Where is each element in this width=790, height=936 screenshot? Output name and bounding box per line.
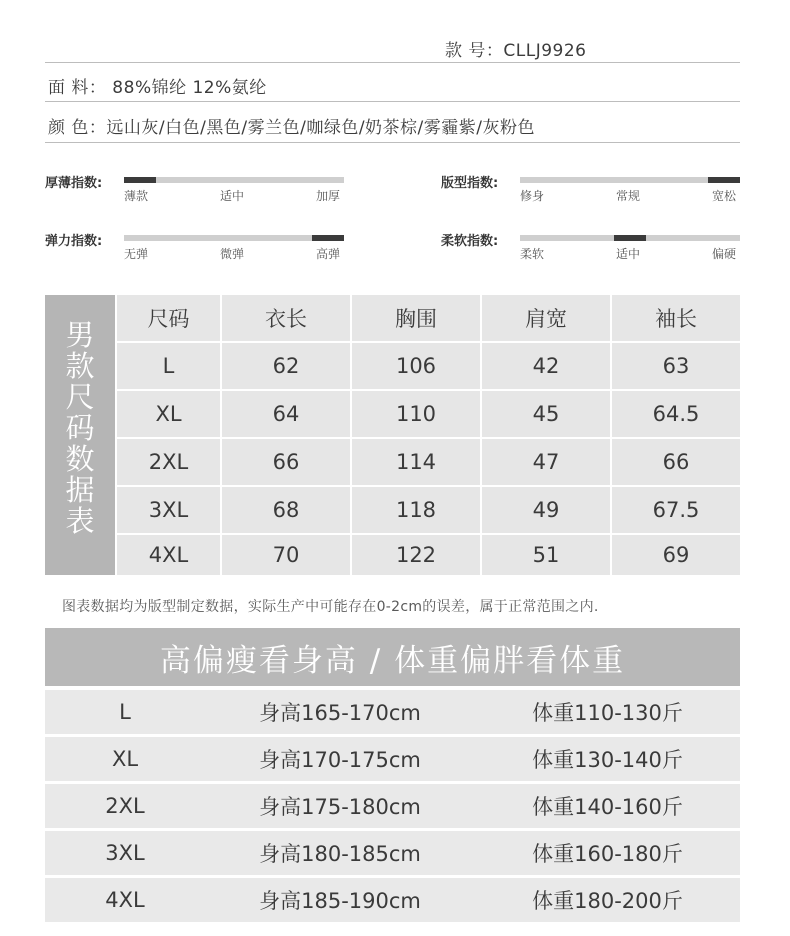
table-cell: 4XL bbox=[117, 535, 220, 575]
table-cell: 70 bbox=[222, 535, 350, 575]
table-cell: 114 bbox=[352, 439, 480, 485]
index-marker bbox=[124, 177, 156, 183]
size-chart-grid bbox=[117, 295, 740, 575]
index-tick-label: 无弹 bbox=[124, 247, 149, 261]
tolerance-note: 图表数据均为版型制定数据，实际生产中可能存在0-2cm的误差，属于正常范围之内. bbox=[62, 599, 599, 615]
index-tick-label: 柔软 bbox=[520, 247, 545, 261]
index-tick-label: 修身 bbox=[520, 189, 545, 203]
size-chart-side-title bbox=[45, 295, 115, 575]
color-info: 颜 色：远山灰/白色/黑色/雾兰色/咖绿色/奶茶棕/雾霾紫/灰粉色 bbox=[48, 118, 535, 138]
table-cell: 106 bbox=[352, 343, 480, 389]
side-title-char: 男 bbox=[65, 318, 95, 352]
table-header-cell: 尺码 bbox=[117, 295, 220, 341]
table-cell: 69 bbox=[612, 535, 740, 575]
table-cell: 47 bbox=[482, 439, 610, 485]
table-cell: 64 bbox=[222, 391, 350, 437]
recommend-cell: 体重110-130斤 bbox=[532, 701, 683, 725]
index-label: 厚薄指数: bbox=[45, 176, 103, 191]
recommend-cell: 3XL bbox=[105, 841, 145, 865]
recommend-cell: 2XL bbox=[105, 794, 145, 818]
recommend-cell: 身高170-175cm bbox=[259, 748, 421, 772]
recommend-cell: 体重180-200斤 bbox=[532, 889, 683, 913]
style-number: 款 号：CLLJ9926 bbox=[445, 41, 587, 61]
index-tick-label: 常规 bbox=[616, 189, 641, 203]
table-cell: 68 bbox=[222, 487, 350, 533]
table-cell: XL bbox=[117, 391, 220, 437]
recommend-cell: 体重160-180斤 bbox=[532, 842, 683, 866]
recommend-row bbox=[45, 878, 740, 922]
table-cell: 42 bbox=[482, 343, 610, 389]
index-label: 柔软指数: bbox=[441, 234, 499, 249]
table-cell: 2XL bbox=[117, 439, 220, 485]
recommend-cell: 身高175-180cm bbox=[259, 795, 421, 819]
side-title-char: 尺 bbox=[65, 380, 95, 414]
recommend-cell: 身高165-170cm bbox=[259, 701, 421, 725]
recommend-cell: 体重130-140斤 bbox=[532, 748, 683, 772]
table-cell: 66 bbox=[222, 439, 350, 485]
side-title-char: 款 bbox=[65, 349, 95, 383]
table-cell: 118 bbox=[352, 487, 480, 533]
table-cell: 63 bbox=[612, 343, 740, 389]
side-title-char: 码 bbox=[65, 411, 95, 445]
recommend-banner: 高偏瘦看身高 / 体重偏胖看体重 bbox=[45, 628, 740, 686]
divider bbox=[45, 142, 740, 143]
recommend-cell: 4XL bbox=[105, 888, 145, 912]
side-title-char: 表 bbox=[65, 504, 95, 538]
fabric-info: 面 料： 88%锦纶 12%氨纶 bbox=[48, 78, 267, 98]
side-title-char: 数 bbox=[65, 442, 95, 476]
index-bar bbox=[124, 177, 344, 183]
table-header-cell: 袖长 bbox=[612, 295, 740, 341]
recommend-cell: 身高180-185cm bbox=[259, 842, 421, 866]
index-tick-label: 高弹 bbox=[316, 247, 341, 261]
table-header-cell: 胸围 bbox=[352, 295, 480, 341]
recommend-cell: 身高185-190cm bbox=[259, 889, 421, 913]
recommend-cell: 体重140-160斤 bbox=[532, 795, 683, 819]
index-bar bbox=[520, 177, 740, 183]
index-label: 弹力指数: bbox=[45, 234, 103, 249]
table-cell: 62 bbox=[222, 343, 350, 389]
table-cell: L bbox=[117, 343, 220, 389]
side-title-char: 据 bbox=[65, 473, 95, 507]
table-header-cell: 衣长 bbox=[222, 295, 350, 341]
table-header-cell: 肩宽 bbox=[482, 295, 610, 341]
index-label: 版型指数: bbox=[441, 176, 499, 191]
table-cell: 51 bbox=[482, 535, 610, 575]
index-tick-label: 宽松 bbox=[712, 189, 737, 203]
index-marker bbox=[614, 235, 646, 241]
table-cell: 110 bbox=[352, 391, 480, 437]
index-tick-label: 偏硬 bbox=[712, 247, 737, 261]
table-cell: 64.5 bbox=[612, 391, 740, 437]
divider bbox=[45, 62, 740, 63]
table-cell: 122 bbox=[352, 535, 480, 575]
index-tick-label: 加厚 bbox=[316, 189, 341, 203]
index-bar bbox=[520, 235, 740, 241]
index-marker bbox=[708, 177, 740, 183]
table-cell: 67.5 bbox=[612, 487, 740, 533]
index-tick-label: 适中 bbox=[220, 189, 245, 203]
table-cell: 49 bbox=[482, 487, 610, 533]
index-tick-label: 适中 bbox=[616, 247, 641, 261]
index-tick-label: 微弹 bbox=[220, 247, 245, 261]
recommend-row bbox=[45, 690, 740, 734]
table-cell: 45 bbox=[482, 391, 610, 437]
recommend-row bbox=[45, 831, 740, 875]
recommend-row bbox=[45, 784, 740, 828]
table-cell: 3XL bbox=[117, 487, 220, 533]
index-bar bbox=[124, 235, 344, 241]
table-cell: 66 bbox=[612, 439, 740, 485]
index-tick-label: 薄款 bbox=[124, 189, 149, 203]
recommend-cell: L bbox=[119, 700, 131, 724]
index-marker bbox=[312, 235, 344, 241]
recommend-row bbox=[45, 737, 740, 781]
divider bbox=[45, 101, 740, 102]
recommend-cell: XL bbox=[111, 747, 139, 771]
size-chart bbox=[45, 295, 740, 575]
